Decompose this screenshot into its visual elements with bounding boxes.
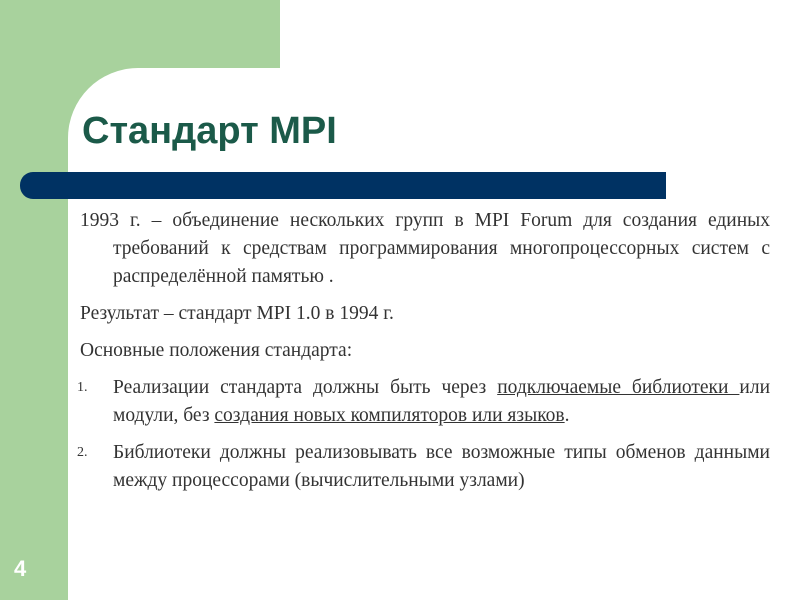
slide-body bbox=[77, 207, 771, 504]
slide-title: Стандарт MPI bbox=[82, 110, 337, 152]
list-text: . bbox=[564, 405, 570, 426]
paragraph-principles: Основные положения стандарта: bbox=[80, 340, 353, 361]
paragraph-history: 1993 г. – объединение нескольких групп в MPI Forum для создания единых требований к средствам программирования многопроцессорных систем с распределённой памятью . bbox=[80, 210, 770, 287]
list-number: 1. bbox=[77, 380, 88, 395]
list-item bbox=[77, 374, 771, 430]
compilers-link[interactable]: создания новых компиляторов или языков bbox=[214, 405, 565, 426]
slide-number: 4 bbox=[14, 556, 27, 581]
left-green-band bbox=[0, 0, 68, 600]
list-text: Библиотеки должны реализовывать все возможные типы обменов данными между процессорами (вычислительными узлами) bbox=[113, 442, 770, 491]
list-text: или модули, без bbox=[113, 377, 771, 426]
libraries-link[interactable]: подключаемые библиотеки bbox=[497, 377, 740, 398]
title-underline-bar bbox=[20, 172, 666, 199]
list-item bbox=[77, 439, 770, 495]
list-text: Реализации стандарта должны быть через bbox=[113, 377, 498, 398]
list-number: 2. bbox=[77, 445, 88, 460]
principles-list bbox=[77, 374, 771, 495]
paragraph-result: Результат – стандарт MPI 1.0 в 1994 г. bbox=[80, 303, 394, 324]
